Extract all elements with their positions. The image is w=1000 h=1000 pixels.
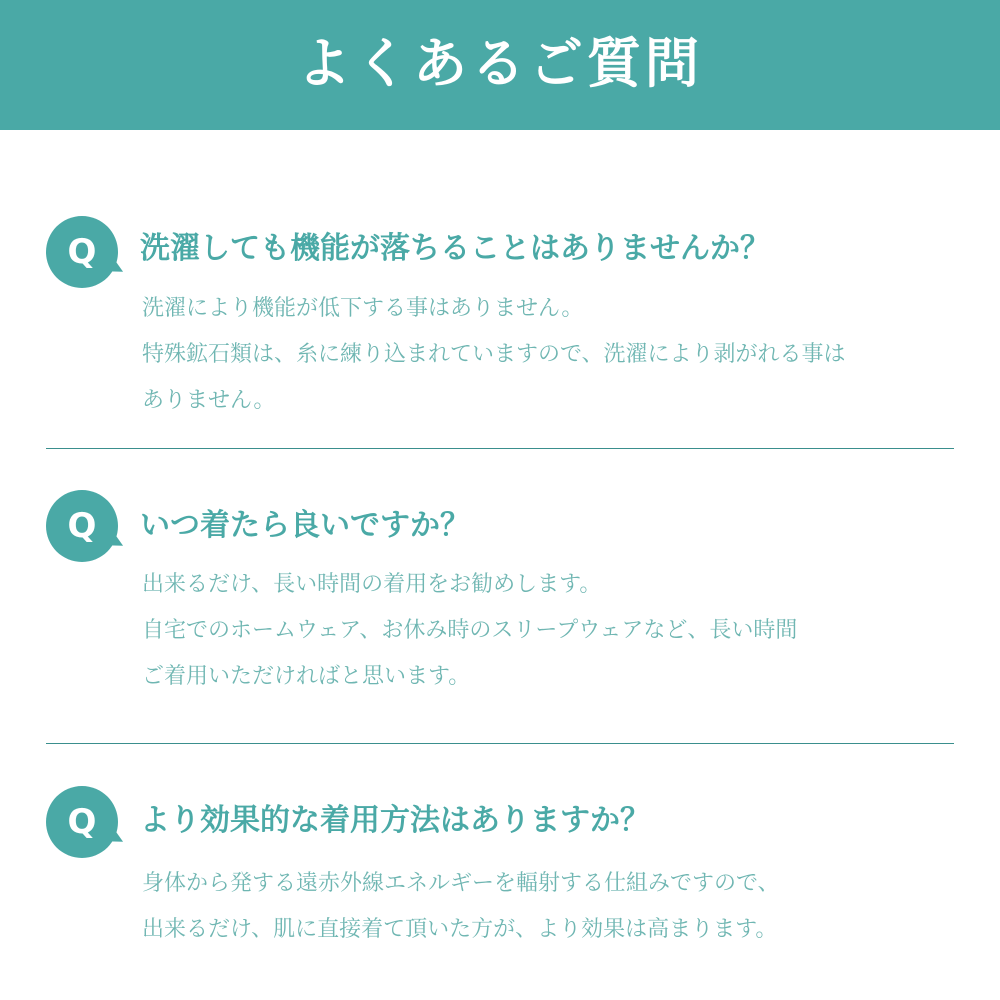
answer-line: 身体から発する遠赤外線エネルギーを輻射する仕組みですので、 bbox=[142, 871, 780, 896]
answer-line: 特殊鉱石類は、糸に練り込まれていますので、洗濯により剥がれる事は bbox=[142, 342, 846, 367]
q-letter: Q bbox=[67, 802, 97, 842]
faq-item bbox=[46, 216, 954, 416]
answer-line: ご着用いただければと思います。 bbox=[142, 664, 471, 689]
q-letter: Q bbox=[67, 232, 97, 272]
q-letter: Q bbox=[67, 506, 97, 546]
faq-question: より効果的な着用方法はありますか？ bbox=[140, 803, 650, 838]
faq-answer bbox=[142, 286, 954, 424]
faq-question: いつ着たら良いですか？ bbox=[140, 508, 470, 543]
faq-question: 洗濯しても機能が落ちることはありませんか？ bbox=[140, 231, 770, 266]
faq-answer bbox=[142, 562, 954, 700]
q-badge-icon bbox=[46, 216, 118, 288]
page-title: よくあるご質問 bbox=[297, 32, 703, 95]
faq-item bbox=[46, 786, 954, 966]
answer-line: 自宅でのホームウェア、お休み時のスリープウェアなど、長い時間 bbox=[142, 618, 798, 643]
answer-line: 洗濯により機能が低下する事はありません。 bbox=[142, 296, 584, 321]
answer-line: 出来るだけ、長い時間の着用をお勧めします。 bbox=[142, 572, 602, 597]
divider bbox=[46, 743, 954, 744]
page-header bbox=[0, 0, 1000, 130]
faq-item bbox=[46, 490, 954, 700]
answer-line: ありません。 bbox=[142, 388, 276, 413]
q-badge-icon bbox=[46, 786, 118, 858]
q-badge-icon bbox=[46, 490, 118, 562]
answer-line: 出来るだけ、肌に直接着て頂いた方が、より効果は高まります。 bbox=[142, 917, 778, 942]
faq-answer bbox=[142, 861, 954, 953]
divider bbox=[46, 448, 954, 449]
